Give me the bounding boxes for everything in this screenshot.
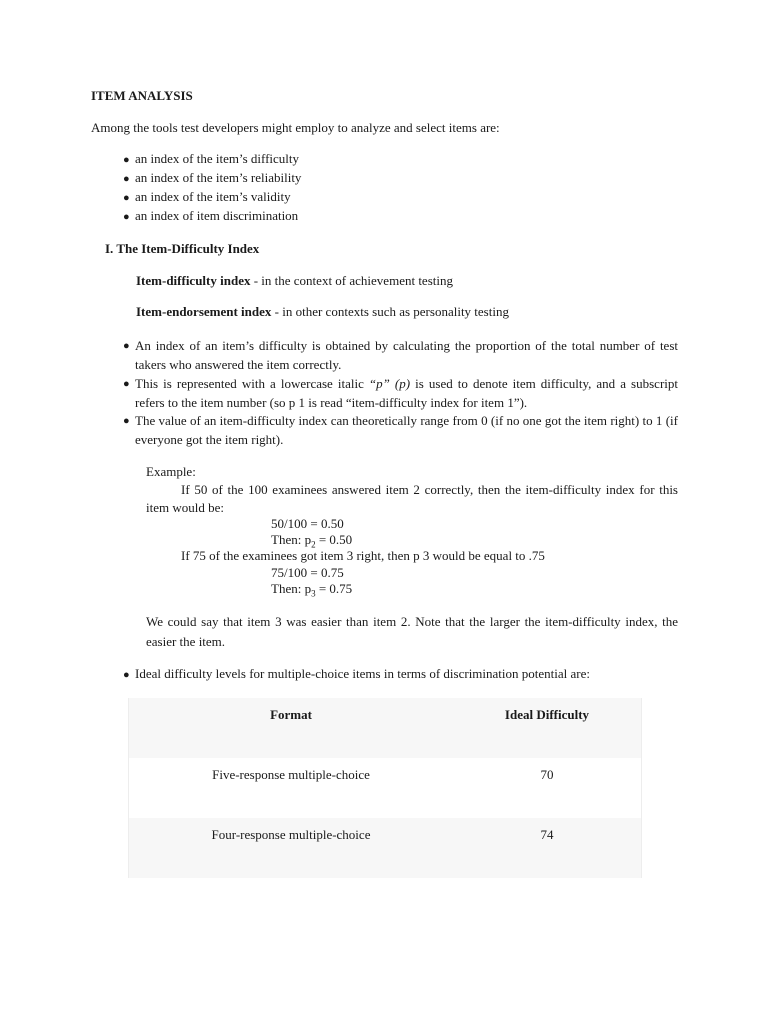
difficulty-bullet-2 bbox=[135, 374, 678, 412]
list-item: an index of the item’s reliability bbox=[135, 170, 302, 185]
bullet-icon: ● bbox=[123, 669, 130, 681]
bullet-icon: ● bbox=[123, 154, 130, 166]
list-item: an index of item discrimination bbox=[135, 208, 299, 223]
definition-difficulty bbox=[136, 272, 453, 290]
section-heading: I. The Item-Difficulty Index bbox=[105, 241, 260, 256]
table-cell: 70 bbox=[540, 767, 554, 782]
difficulty-bullet-1: An index of an item’s difficulty is obtained by calculating the proportion of the total number of test takers who answered the item correctly. bbox=[135, 338, 678, 372]
example-line-1: If 50 of the 100 examinees answered item 2 correctly, then the item-difficulty index for this item would be: bbox=[146, 482, 678, 515]
intro-paragraph: Among the tools test developers might employ to analyze and select items are: bbox=[91, 120, 500, 135]
ideal-difficulty-table bbox=[128, 698, 642, 878]
bullet-icon: ● bbox=[123, 192, 130, 204]
list-item: an index of the item’s difficulty bbox=[135, 151, 300, 166]
result-subscript: 2 bbox=[311, 539, 316, 550]
bullet-icon: ● bbox=[123, 340, 130, 352]
result-suffix: = 0.75 bbox=[315, 581, 353, 596]
definition-term: Item-difficulty index bbox=[136, 273, 251, 288]
example-conclusion: We could say that item 3 was easier than item 2. Note that the larger the item-difficulty index, the easier the item. bbox=[146, 614, 678, 649]
bullet-icon: ● bbox=[123, 211, 130, 223]
example-line-2: If 75 of the examinees got item 3 right, then p 3 would be equal to .75 bbox=[181, 548, 545, 563]
bullet-icon: ● bbox=[123, 415, 130, 427]
result-2 bbox=[271, 580, 352, 598]
definition-text: - in other contexts such as personality testing bbox=[271, 304, 509, 319]
difficulty-bullet-3: The value of an item-difficulty index can theoretically range from 0 (if no one got the item right) to 1 (if everyone got the item right). bbox=[135, 413, 678, 447]
definition-endorsement bbox=[136, 303, 509, 321]
result-suffix: = 0.50 bbox=[315, 532, 353, 547]
ideal-difficulty-intro: Ideal difficulty levels for multiple-choice items in terms of discrimination potential are: bbox=[135, 666, 590, 681]
result-prefix: Then: p bbox=[271, 532, 312, 547]
result-subscript: 3 bbox=[311, 588, 316, 599]
bullet-icon: ● bbox=[123, 378, 130, 390]
table-row bbox=[129, 818, 641, 878]
definition-term: Item-endorsement index bbox=[136, 304, 272, 319]
calculation-2: 75/100 = 0.75 bbox=[271, 565, 344, 580]
calculation-1: 50/100 = 0.50 bbox=[271, 516, 344, 531]
list-item: an index of the item’s validity bbox=[135, 189, 291, 204]
italic-p: “p” (p) bbox=[368, 376, 411, 391]
bullet-text: is used to denote item difficulty, and a subscript refers to the item number (so p 1 is read “item-difficulty index for item 1”). bbox=[135, 376, 679, 410]
document-title: ITEM ANALYSIS bbox=[91, 88, 193, 103]
bullet-icon: ● bbox=[123, 173, 130, 185]
table-cell: Five-response multiple-choice bbox=[212, 767, 370, 782]
bullet-text: This is represented with a lowercase italic bbox=[135, 376, 369, 391]
table-header: Format bbox=[270, 707, 312, 722]
definition-text: - in the context of achievement testing bbox=[250, 273, 453, 288]
table-cell: Four-response multiple-choice bbox=[211, 827, 371, 842]
table-cell: 74 bbox=[540, 827, 554, 842]
result-prefix: Then: p bbox=[271, 581, 312, 596]
table-header: Ideal Difficulty bbox=[504, 707, 590, 722]
example-label: Example: bbox=[146, 464, 196, 479]
table-row bbox=[129, 758, 641, 818]
table-header-row bbox=[129, 698, 641, 758]
